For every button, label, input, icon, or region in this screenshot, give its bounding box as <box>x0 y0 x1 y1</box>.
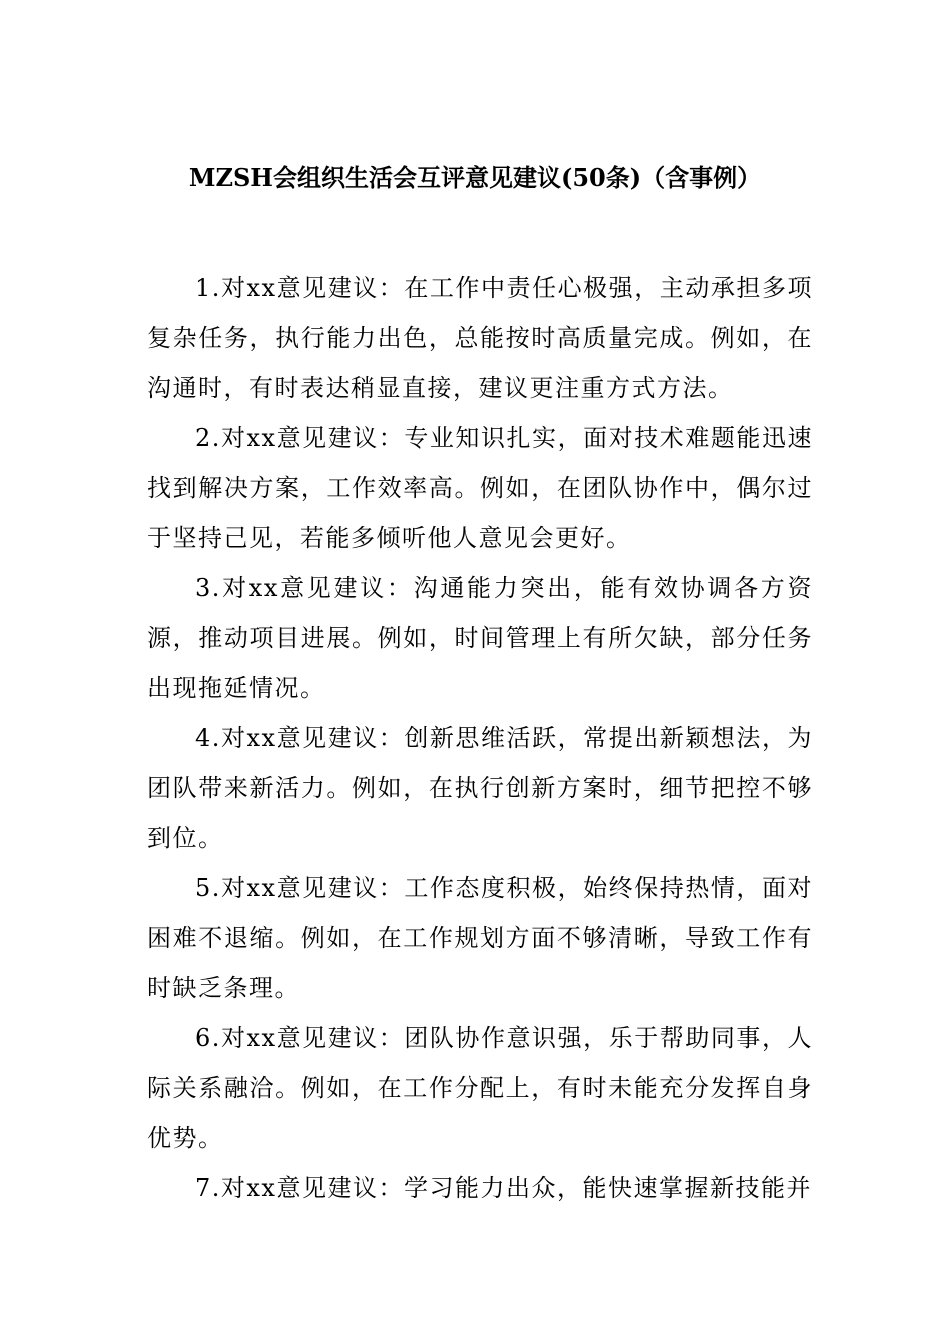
paragraph-3: 3.对xx意见建议：沟通能力突出，能有效协调各方资源，推动项目进展。例如，时间管理上有所欠缺，部分任务出现拖延情况。 <box>147 574 813 702</box>
paragraph-5: 5.对xx意见建议：工作态度积极，始终保持热情，面对困难不退缩。例如，在工作规划方面不够清晰，导致工作有时缺乏条理。 <box>147 874 813 1002</box>
paragraph-6: 6.对xx意见建议：团队协作意识强，乐于帮助同事，人际关系融洽。例如，在工作分配上，有时未能充分发挥自身优势。 <box>147 1024 813 1152</box>
paragraph-2: 2.对xx意见建议：专业知识扎实，面对技术难题能迅速找到解决方案，工作效率高。例如，在团队协作中，偶尔过于坚持己见，若能多倾听他人意见会更好。 <box>147 424 813 552</box>
paragraph-1: 1.对xx意见建议：在工作中责任心极强，主动承担多项复杂任务，执行能力出色，总能按时高质量完成。例如，在沟通时，有时表达稍显直接，建议更注重方式方法。 <box>147 274 813 402</box>
paragraph-7: 7.对xx意见建议：学习能力出众，能快速掌握新技能并 <box>195 1174 812 1202</box>
document-title: MZSH会组织生活会互评意见建议(50条)（含事例） <box>188 163 762 192</box>
paragraph-4: 4.对xx意见建议：创新思维活跃，常提出新颖想法，为团队带来新活力。例如，在执行创新方案时，细节把控不够到位。 <box>147 724 813 852</box>
document-body <box>147 263 813 1213</box>
